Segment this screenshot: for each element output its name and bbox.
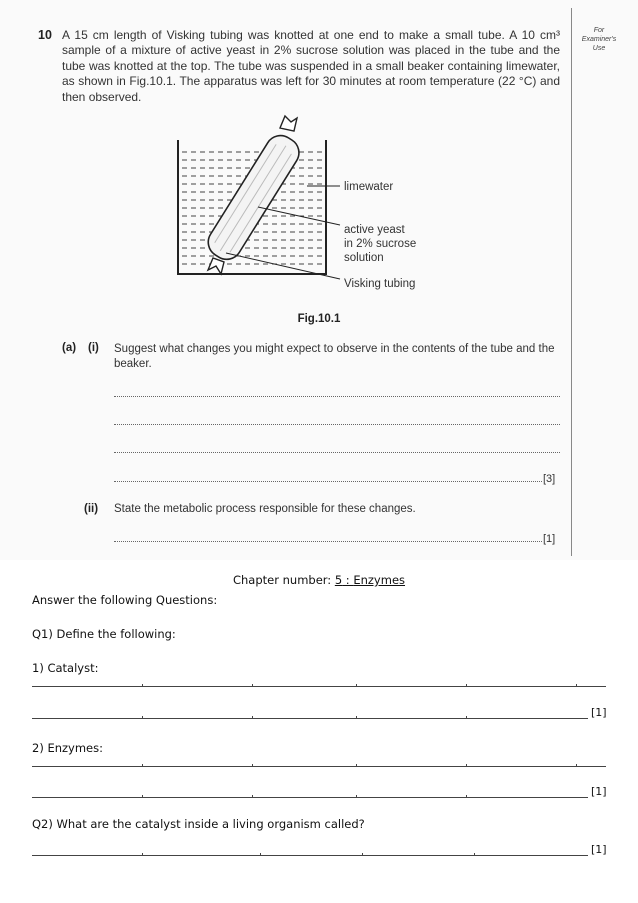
label-yeast-3: solution bbox=[344, 252, 384, 264]
answer-line[interactable] bbox=[32, 766, 606, 767]
chapter-title: Enzymes bbox=[353, 573, 406, 587]
part-a-label: (a) bbox=[62, 342, 77, 354]
top-knot bbox=[280, 116, 297, 131]
line-tick bbox=[466, 684, 467, 687]
answer-line[interactable] bbox=[32, 855, 588, 856]
answer-line[interactable] bbox=[114, 481, 542, 482]
label-limewater: limewater bbox=[344, 181, 394, 193]
figure-caption: Fig.10.1 bbox=[297, 313, 341, 325]
line-tick bbox=[142, 853, 143, 856]
question-2: Q2) What are the catalyst inside a living organism called? bbox=[32, 817, 365, 831]
part-ii-label: (ii) bbox=[84, 503, 99, 515]
answer-line[interactable] bbox=[114, 396, 560, 397]
question-number: 10 bbox=[38, 28, 52, 42]
line-tick bbox=[466, 764, 467, 767]
instruction: Answer the following Questions: bbox=[32, 593, 218, 607]
line-tick bbox=[142, 684, 143, 687]
tubing-leader bbox=[226, 253, 340, 279]
question-intro-text: A 15 cm length of Visking tubing was knotted at one end to make a small tube. A 10 cm³ sample of a mixture of active yeast in 2% sucrose solution was placed in the tube and the tube was knotted at the top. The tube was suspended in a small beaker containing limewater, as shown in Fig.10.1. The apparatus was left for 30 minutes at room temperature (22 °C) and then observed. bbox=[62, 28, 560, 104]
line-tick bbox=[356, 684, 357, 687]
line-tick bbox=[260, 853, 261, 856]
answer-line[interactable] bbox=[114, 424, 560, 425]
q1-1-mark: [1] bbox=[591, 706, 607, 719]
question-1-1: 1) Catalyst: bbox=[32, 661, 99, 675]
answer-line[interactable] bbox=[32, 797, 588, 798]
examiner-use-note: For Examiner's Use bbox=[581, 27, 617, 52]
yeast-leader bbox=[258, 207, 340, 225]
chapter-separator: : bbox=[342, 573, 354, 587]
chapter-number: 5 bbox=[334, 573, 343, 587]
line-tick bbox=[252, 684, 253, 687]
part-ii-question: State the metabolic process responsible for these changes. bbox=[114, 503, 416, 515]
part-ii-mark: [1] bbox=[543, 533, 556, 545]
answer-line[interactable] bbox=[32, 686, 606, 687]
chapter-prefix: Chapter number: bbox=[232, 573, 335, 587]
line-tick bbox=[466, 716, 467, 719]
visking-tube bbox=[203, 130, 305, 265]
line-tick bbox=[356, 795, 357, 798]
line-tick bbox=[356, 764, 357, 767]
chapter-heading bbox=[0, 573, 638, 587]
line-tick bbox=[474, 853, 475, 856]
question-1: Q1) Define the following: bbox=[32, 627, 176, 641]
answer-line[interactable] bbox=[114, 541, 542, 542]
line-tick bbox=[142, 716, 143, 719]
line-tick bbox=[576, 684, 577, 687]
q1-2-mark: [1] bbox=[591, 785, 607, 798]
line-tick bbox=[576, 764, 577, 767]
line-tick bbox=[142, 795, 143, 798]
line-tick bbox=[252, 795, 253, 798]
line-tick bbox=[252, 716, 253, 719]
line-tick bbox=[252, 764, 253, 767]
line-tick bbox=[362, 853, 363, 856]
line-tick bbox=[142, 764, 143, 767]
label-tubing: Visking tubing bbox=[344, 278, 416, 290]
answer-line[interactable] bbox=[32, 718, 588, 719]
label-yeast-1: active yeast bbox=[344, 224, 405, 236]
part-i-label: (i) bbox=[88, 342, 99, 354]
bottom-knot bbox=[208, 258, 224, 274]
label-yeast-2: in 2% sucrose bbox=[344, 238, 417, 250]
part-i-question: Suggest what changes you might expect to observe in the contents of the tube and the beaker. bbox=[114, 343, 555, 370]
part-i-mark: [3] bbox=[543, 473, 556, 485]
line-tick bbox=[466, 795, 467, 798]
q2-mark: [1] bbox=[591, 843, 607, 856]
answer-line[interactable] bbox=[114, 452, 560, 453]
line-tick bbox=[356, 716, 357, 719]
question-1-2: 2) Enzymes: bbox=[32, 741, 103, 755]
